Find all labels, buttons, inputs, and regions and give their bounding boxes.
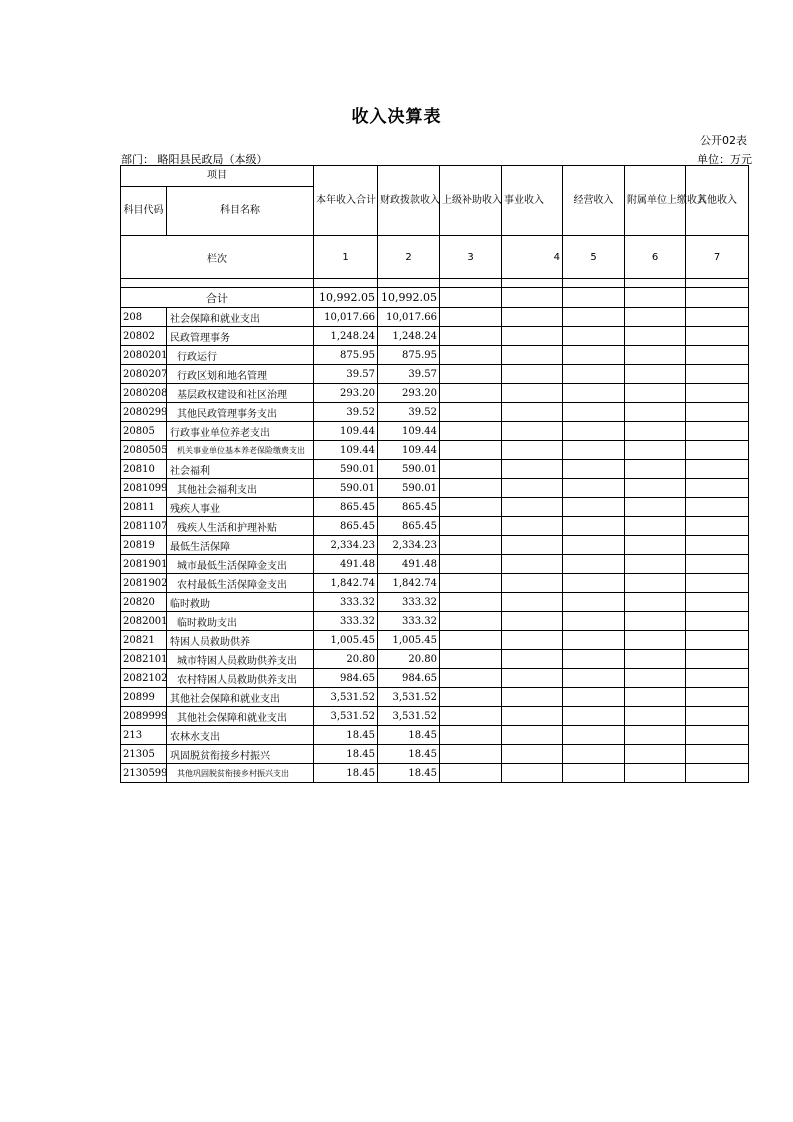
- header-business: 事业收入: [502, 166, 563, 236]
- empty-cell: [563, 631, 625, 650]
- page-title: 收入决算表: [351, 107, 442, 127]
- table-row: [121, 631, 749, 650]
- subject-code-cell: 2082102: [121, 669, 167, 688]
- subject-name-cell: 农村最低生活保障金支出: [167, 574, 314, 593]
- subject-name-cell: 基层政权建设和社区治理: [167, 384, 314, 403]
- total-income-cell: 3,531.52: [314, 707, 378, 726]
- unit-label: 单位：万元: [697, 153, 752, 166]
- income-table: [120, 165, 749, 783]
- empty-cell: [440, 346, 502, 365]
- header-superior: 上级补助收入: [440, 166, 502, 236]
- spacer-cell: [502, 279, 563, 288]
- empty-cell: [563, 745, 625, 764]
- subject-code-cell: 20899: [121, 688, 167, 707]
- subject-code-cell: 20802: [121, 327, 167, 346]
- col-number-3: 3: [440, 236, 502, 279]
- total-income-cell: 109.44: [314, 422, 378, 441]
- empty-cell: [625, 612, 686, 631]
- empty-cell: [686, 498, 749, 517]
- empty-cell: [502, 593, 563, 612]
- col-number-4: 4: [502, 236, 563, 279]
- empty-cell: [502, 460, 563, 479]
- fiscal-cell: 1,005.45: [378, 631, 440, 650]
- empty-cell: [625, 479, 686, 498]
- table-row: [121, 460, 749, 479]
- subject-name-cell: 其他社会保障和就业支出: [167, 688, 314, 707]
- empty-cell: [563, 612, 625, 631]
- empty-cell: [440, 479, 502, 498]
- form-number: 公开02表: [700, 134, 747, 147]
- empty-cell: [563, 441, 625, 460]
- empty-cell: [563, 536, 625, 555]
- spacer-cell: [686, 279, 749, 288]
- subject-code-cell: 2081107: [121, 517, 167, 536]
- empty-cell: [440, 650, 502, 669]
- total-income-cell: 10,017.66: [314, 308, 378, 327]
- subject-name-cell: 其他巩固脱贫衔接乡村振兴支出: [167, 764, 314, 783]
- table-row: [121, 574, 749, 593]
- fiscal-cell: 984.65: [378, 669, 440, 688]
- empty-cell: [625, 365, 686, 384]
- fiscal-cell: 333.32: [378, 612, 440, 631]
- subject-name-cell: 行政运行: [167, 346, 314, 365]
- fiscal-cell: 18.45: [378, 764, 440, 783]
- subject-name-cell: 残疾人生活和护理补贴: [167, 517, 314, 536]
- subject-name-cell: 最低生活保障: [167, 536, 314, 555]
- empty-cell: [625, 650, 686, 669]
- empty-cell: [440, 288, 502, 308]
- empty-cell: [440, 517, 502, 536]
- empty-cell: [625, 460, 686, 479]
- subject-name-cell: 城市最低生活保障金支出: [167, 555, 314, 574]
- table-row: [121, 403, 749, 422]
- empty-cell: [440, 669, 502, 688]
- empty-cell: [502, 498, 563, 517]
- subject-code-cell: 2081902: [121, 574, 167, 593]
- total-income-cell: 20.80: [314, 650, 378, 669]
- fiscal-cell: 1,842.74: [378, 574, 440, 593]
- empty-cell: [440, 555, 502, 574]
- total-income-cell: 590.01: [314, 479, 378, 498]
- empty-cell: [563, 669, 625, 688]
- table-row: [121, 688, 749, 707]
- empty-cell: [502, 707, 563, 726]
- empty-cell: [563, 650, 625, 669]
- empty-cell: [686, 460, 749, 479]
- empty-cell: [563, 308, 625, 327]
- empty-cell: [502, 403, 563, 422]
- empty-cell: [440, 688, 502, 707]
- empty-cell: [625, 517, 686, 536]
- subject-code-cell: 20805: [121, 422, 167, 441]
- table-row: [121, 441, 749, 460]
- empty-cell: [440, 631, 502, 650]
- empty-cell: [563, 498, 625, 517]
- subject-code-cell: 2080201: [121, 346, 167, 365]
- subject-code-cell: 21305: [121, 745, 167, 764]
- fiscal-cell: 1,248.24: [378, 327, 440, 346]
- table-row: [121, 555, 749, 574]
- fiscal-cell: 18.45: [378, 745, 440, 764]
- empty-cell: [625, 669, 686, 688]
- header-code: 科目代码: [121, 187, 167, 236]
- empty-cell: [686, 384, 749, 403]
- subject-code-cell: 20811: [121, 498, 167, 517]
- total-income-cell: 333.32: [314, 593, 378, 612]
- total-income-cell: 39.52: [314, 403, 378, 422]
- subject-name-cell: 巩固脱贫衔接乡村振兴: [167, 745, 314, 764]
- fiscal-cell: 10,017.66: [378, 308, 440, 327]
- subject-name-cell: 农林水支出: [167, 726, 314, 745]
- empty-cell: [440, 612, 502, 631]
- empty-cell: [440, 384, 502, 403]
- empty-cell: [563, 517, 625, 536]
- empty-cell: [502, 574, 563, 593]
- col-number-5: 5: [563, 236, 625, 279]
- empty-cell: [563, 479, 625, 498]
- fiscal-cell: 109.44: [378, 422, 440, 441]
- fiscal-cell: 590.01: [378, 460, 440, 479]
- empty-cell: [502, 726, 563, 745]
- total-income-cell: 865.45: [314, 517, 378, 536]
- empty-cell: [686, 707, 749, 726]
- col-number-1: 1: [314, 236, 378, 279]
- table-row: [121, 593, 749, 612]
- total-fiscal-cell: 10,992.05: [378, 288, 440, 308]
- empty-cell: [686, 764, 749, 783]
- empty-cell: [686, 517, 749, 536]
- empty-cell: [563, 764, 625, 783]
- empty-cell: [563, 726, 625, 745]
- empty-cell: [502, 612, 563, 631]
- empty-cell: [440, 574, 502, 593]
- subject-code-cell: 2080207: [121, 365, 167, 384]
- fiscal-cell: 109.44: [378, 441, 440, 460]
- table-row: [121, 308, 749, 327]
- spacer-cell: [625, 279, 686, 288]
- empty-cell: [440, 460, 502, 479]
- header-project: 项目: [121, 166, 314, 187]
- col-number-2: 2: [378, 236, 440, 279]
- subject-code-cell: 2081099: [121, 479, 167, 498]
- empty-cell: [625, 384, 686, 403]
- empty-cell: [625, 764, 686, 783]
- total-income-cell: 1,005.45: [314, 631, 378, 650]
- subject-code-cell: 2082001: [121, 612, 167, 631]
- empty-cell: [563, 593, 625, 612]
- spacer-cell: [121, 279, 314, 288]
- table-row: [121, 422, 749, 441]
- empty-cell: [686, 327, 749, 346]
- empty-cell: [686, 745, 749, 764]
- subject-name-cell: 其他民政管理事务支出: [167, 403, 314, 422]
- empty-cell: [502, 517, 563, 536]
- empty-cell: [563, 327, 625, 346]
- table-row: [121, 346, 749, 365]
- header-affiliated: 附属单位上缴收入: [625, 166, 686, 236]
- table-row: [121, 669, 749, 688]
- subject-code-cell: 2082101: [121, 650, 167, 669]
- empty-cell: [502, 688, 563, 707]
- header-fiscal: 财政拨款收入: [378, 166, 440, 236]
- subject-name-cell: 残疾人事业: [167, 498, 314, 517]
- subject-name-cell: 城市特困人员救助供养支出: [167, 650, 314, 669]
- empty-cell: [502, 745, 563, 764]
- empty-cell: [625, 498, 686, 517]
- empty-cell: [625, 726, 686, 745]
- table-row: [121, 327, 749, 346]
- empty-cell: [563, 555, 625, 574]
- empty-cell: [563, 288, 625, 308]
- subject-code-cell: 20820: [121, 593, 167, 612]
- empty-cell: [686, 555, 749, 574]
- subject-name-cell: 机关事业单位基本养老保险缴费支出: [167, 441, 314, 460]
- empty-cell: [686, 346, 749, 365]
- empty-cell: [563, 688, 625, 707]
- table-row: [121, 707, 749, 726]
- empty-cell: [502, 764, 563, 783]
- subject-code-cell: 20821: [121, 631, 167, 650]
- row-label-lanci: 栏次: [121, 236, 314, 279]
- empty-cell: [440, 498, 502, 517]
- empty-cell: [686, 650, 749, 669]
- empty-cell: [440, 365, 502, 384]
- total-income-cell: 293.20: [314, 384, 378, 403]
- spacer-cell: [563, 279, 625, 288]
- empty-cell: [686, 593, 749, 612]
- total-income-cell: 2,334.23: [314, 536, 378, 555]
- empty-cell: [625, 593, 686, 612]
- empty-cell: [440, 707, 502, 726]
- empty-cell: [625, 745, 686, 764]
- empty-cell: [502, 669, 563, 688]
- fiscal-cell: 590.01: [378, 479, 440, 498]
- empty-cell: [625, 555, 686, 574]
- subject-name-cell: 临时救助支出: [167, 612, 314, 631]
- total-income-cell: 491.48: [314, 555, 378, 574]
- spacer-cell: [440, 279, 502, 288]
- empty-cell: [502, 441, 563, 460]
- spacer-cell: [378, 279, 440, 288]
- total-income-cell: 18.45: [314, 726, 378, 745]
- total-income-cell: 865.45: [314, 498, 378, 517]
- fiscal-cell: 18.45: [378, 726, 440, 745]
- empty-cell: [563, 346, 625, 365]
- empty-cell: [686, 726, 749, 745]
- fiscal-cell: 865.45: [378, 517, 440, 536]
- total-income-cell: 333.32: [314, 612, 378, 631]
- table-row: [121, 479, 749, 498]
- empty-cell: [625, 288, 686, 308]
- empty-cell: [440, 726, 502, 745]
- spacer-cell: [314, 279, 378, 288]
- empty-cell: [563, 574, 625, 593]
- subject-name-cell: 社会福利: [167, 460, 314, 479]
- subject-code-cell: 208: [121, 308, 167, 327]
- total-income-cell: 984.65: [314, 669, 378, 688]
- fiscal-cell: 293.20: [378, 384, 440, 403]
- total-income-cell: 18.45: [314, 764, 378, 783]
- fiscal-cell: 333.32: [378, 593, 440, 612]
- table-row: [121, 384, 749, 403]
- subject-code-cell: 213: [121, 726, 167, 745]
- empty-cell: [563, 403, 625, 422]
- table-row: [121, 650, 749, 669]
- empty-cell: [502, 631, 563, 650]
- empty-cell: [686, 403, 749, 422]
- data-rows: [121, 308, 749, 783]
- fiscal-cell: 20.80: [378, 650, 440, 669]
- total-row: [121, 288, 749, 308]
- total-income-cell: 590.01: [314, 460, 378, 479]
- subject-code-cell: 20810: [121, 460, 167, 479]
- fiscal-cell: 39.57: [378, 365, 440, 384]
- fiscal-cell: 865.45: [378, 498, 440, 517]
- subject-name-cell: 临时救助: [167, 593, 314, 612]
- empty-cell: [502, 536, 563, 555]
- subject-code-cell: 2080208: [121, 384, 167, 403]
- empty-cell: [686, 365, 749, 384]
- empty-cell: [502, 346, 563, 365]
- table-row: [121, 726, 749, 745]
- empty-cell: [440, 403, 502, 422]
- col-number-6: 6: [625, 236, 686, 279]
- department-label: 部门： 略阳县民政局（本级）: [121, 153, 268, 166]
- empty-cell: [686, 422, 749, 441]
- empty-cell: [625, 574, 686, 593]
- empty-cell: [502, 555, 563, 574]
- empty-cell: [440, 593, 502, 612]
- fiscal-cell: 3,531.52: [378, 688, 440, 707]
- empty-cell: [440, 422, 502, 441]
- subject-name-cell: 其他社会保障和就业支出: [167, 707, 314, 726]
- empty-cell: [686, 612, 749, 631]
- table-row: [121, 536, 749, 555]
- subject-name-cell: 社会保障和就业支出: [167, 308, 314, 327]
- total-income-cell: 1,842.74: [314, 574, 378, 593]
- table-row: [121, 517, 749, 536]
- empty-cell: [563, 365, 625, 384]
- header-total-income: 本年收入合计: [314, 166, 378, 236]
- empty-cell: [440, 764, 502, 783]
- total-income-cell: 10,992.05: [314, 288, 378, 308]
- total-income-cell: 39.57: [314, 365, 378, 384]
- empty-cell: [686, 536, 749, 555]
- empty-cell: [502, 288, 563, 308]
- empty-cell: [502, 422, 563, 441]
- empty-cell: [563, 384, 625, 403]
- empty-cell: [440, 745, 502, 764]
- total-income-cell: 1,248.24: [314, 327, 378, 346]
- header-operating: 经营收入: [563, 166, 625, 236]
- empty-cell: [625, 631, 686, 650]
- subject-name-cell: 特困人员救助供养: [167, 631, 314, 650]
- empty-cell: [440, 536, 502, 555]
- empty-cell: [686, 631, 749, 650]
- empty-cell: [625, 688, 686, 707]
- empty-cell: [686, 441, 749, 460]
- total-income-cell: 3,531.52: [314, 688, 378, 707]
- col-number-7: 7: [686, 236, 749, 279]
- table-row: [121, 612, 749, 631]
- subject-name-cell: 行政区划和地名管理: [167, 365, 314, 384]
- empty-cell: [625, 707, 686, 726]
- empty-cell: [686, 574, 749, 593]
- empty-cell: [686, 688, 749, 707]
- subject-code-cell: 2080299: [121, 403, 167, 422]
- empty-cell: [625, 346, 686, 365]
- empty-cell: [686, 479, 749, 498]
- subject-name-cell: 其他社会福利支出: [167, 479, 314, 498]
- subject-code-cell: 20819: [121, 536, 167, 555]
- table-row: [121, 498, 749, 517]
- fiscal-cell: 39.52: [378, 403, 440, 422]
- empty-cell: [502, 479, 563, 498]
- fiscal-cell: 875.95: [378, 346, 440, 365]
- subject-code-cell: 2130599: [121, 764, 167, 783]
- empty-cell: [440, 441, 502, 460]
- empty-cell: [686, 669, 749, 688]
- empty-cell: [563, 707, 625, 726]
- empty-cell: [440, 308, 502, 327]
- empty-cell: [686, 308, 749, 327]
- subject-name-cell: 行政事业单位养老支出: [167, 422, 314, 441]
- subject-code-cell: 2081901: [121, 555, 167, 574]
- fiscal-cell: 2,334.23: [378, 536, 440, 555]
- table-row: [121, 745, 749, 764]
- fiscal-cell: 3,531.52: [378, 707, 440, 726]
- empty-cell: [502, 384, 563, 403]
- empty-cell: [563, 460, 625, 479]
- empty-cell: [502, 327, 563, 346]
- empty-cell: [440, 327, 502, 346]
- table-row: [121, 764, 749, 783]
- total-income-cell: 18.45: [314, 745, 378, 764]
- empty-cell: [625, 403, 686, 422]
- empty-cell: [502, 308, 563, 327]
- subject-code-cell: 2080505: [121, 441, 167, 460]
- header-other: 其他收入: [686, 166, 749, 236]
- empty-cell: [625, 441, 686, 460]
- subject-name-cell: 农村特困人员救助供养支出: [167, 669, 314, 688]
- empty-cell: [563, 422, 625, 441]
- empty-cell: [502, 650, 563, 669]
- empty-cell: [686, 288, 749, 308]
- fiscal-cell: 491.48: [378, 555, 440, 574]
- empty-cell: [625, 327, 686, 346]
- total-income-cell: 875.95: [314, 346, 378, 365]
- header-name: 科目名称: [167, 187, 314, 236]
- subject-name-cell: 民政管理事务: [167, 327, 314, 346]
- empty-cell: [502, 365, 563, 384]
- empty-cell: [625, 536, 686, 555]
- total-income-cell: 109.44: [314, 441, 378, 460]
- table-row: [121, 365, 749, 384]
- empty-cell: [625, 308, 686, 327]
- empty-cell: [625, 422, 686, 441]
- subject-code-cell: 2089999: [121, 707, 167, 726]
- total-label: 合计: [121, 288, 314, 308]
